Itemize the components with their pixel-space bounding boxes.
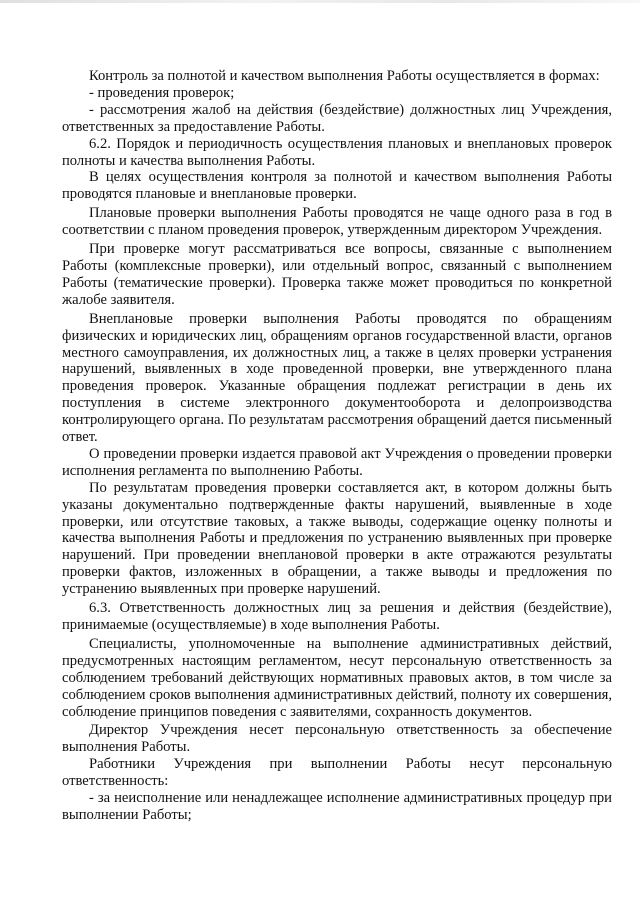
scan-top-edge: [0, 0, 640, 3]
document-body: [62, 68, 612, 824]
paragraph-inspection-act: О проведении проверки издается правовой акт Учреждения о проведении проверки исполнения регламента по выполнению Работы.: [62, 445, 612, 479]
paragraph-employees-responsibility: Работники Учреждения при выполнении Работы несут персональную ответственность:: [62, 756, 612, 790]
paragraph-unscheduled-inspections: Внеплановые проверки выполнения Работы проводятся по обращениям физических и юридических лиц, обращениям органов государственной власти, органов местного самоуправления, их должностных лиц, а также в целях проверки устранения нарушений, выявленных в ходе проведенной проверки, вне утвержденного плана проведения проверок. Указанные обращения подлежат регистрации в день их поступления в системе электронного документооборота и делопроизводства контролирующего органа. По результатам рассмотрения обращений дается письменный ответ.: [62, 310, 612, 446]
section-heading-6-3: 6.3. Ответственность должностных лиц за решения и действия (бездействие), принимаемые (осуществляемые) в ходе выполнения Работы.: [62, 600, 612, 633]
paragraph-planned-inspections: Плановые проверки выполнения Работы проводятся не чаще одного раза в год в соответствии с планом проведения проверок, утвержденным директором Учреждения.: [62, 205, 612, 239]
paragraph-control-forms: Контроль за полнотой и качеством выполнения Работы осуществляется в формах:: [89, 68, 600, 84]
paragraph-inspection-results: По результатам проведения проверки составляется акт, в котором должны быть указаны документально подтвержденные факты нарушений, выявленные в ходе проверки, или отсутствие таковых, а также выводы, содержащие оценку полноты и качества выполнения Работы и предложения по устранению выявленных при проверке нарушений. При проведении внеплановой проверки в акте отражаются результаты проверки фактов, изложенных в обращении, а также выводы и предложения по устранению выявленных при проверке нарушений.: [62, 479, 612, 598]
paragraph-specialists-responsibility: Специалисты, уполномоченные на выполнение административных действий, предусмотренных настоящим регламентом, несут персональную ответственность за соблюдением требований действующих нормативных правовых актов, в том числе за соблюдением сроков выполнения административных действий, полноту их совершения, соблюдение принципов поведения с заявителями, сохранность документов.: [62, 635, 612, 720]
section-heading-6-2: 6.2. Порядок и периодичность осуществления плановых и внеплановых проверок полноты и качества выполнения Работы.: [62, 135, 612, 169]
paragraph-control-purpose: В целях осуществления контроля за полнотой и качеством выполнения Работы проводятся плановые и внеплановые проверки.: [62, 169, 612, 203]
list-item-complaints: - рассмотрения жалоб на действия (бездействие) должностных лиц Учреждения, ответственных за предоставление Работы.: [62, 101, 612, 135]
list-item-inspections: - проведения проверок;: [89, 84, 235, 101]
paragraph-director-responsibility: Директор Учреждения несет персональную ответственность за обеспечение выполнения Работы.: [62, 722, 612, 756]
list-item-nonperformance: - за неисполнение или ненадлежащее исполнение административных процедур при выполнении Работы;: [62, 790, 612, 823]
paragraph-inspection-scope: При проверке могут рассматриваться все вопросы, связанные с выполнением Работы (комплексные проверки), или отдельный вопрос, связанный с выполнением Работы (тематические проверки). Проверка также может проводиться по конкретной жалобе заявителя.: [62, 241, 612, 308]
